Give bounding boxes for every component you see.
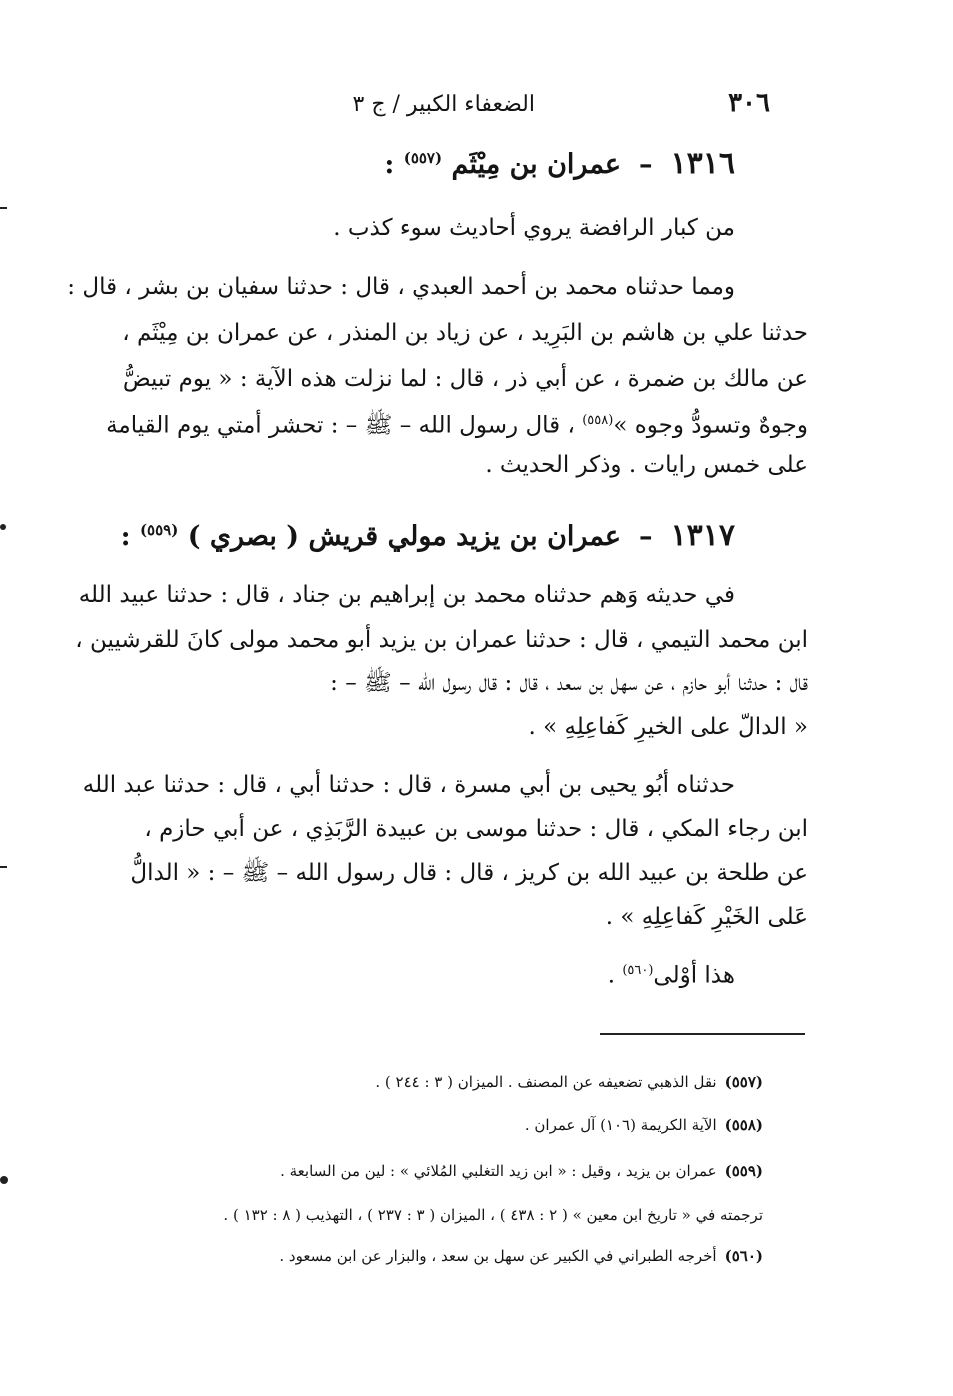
- text-line: من كبار الرافضة يروي أحاديث سوء كذب .: [333, 215, 735, 241]
- scan-edge-mark: [0, 866, 7, 868]
- entry-number: ١٣١٧: [670, 518, 735, 553]
- text-line: عَلى الخَيْرِ كَفاعِلِهِ » .: [605, 904, 808, 930]
- text-line: « الدالّ على الخيرِ كَفاعِلِهِ » .: [528, 714, 808, 740]
- footnote-text: نقل الذهبي تضعيفه عن المصنف . الميزان ( ٣ : ٢٤٤ ) .: [375, 1073, 717, 1091]
- footnote-number: (٥٦٠): [724, 1247, 763, 1265]
- footnote-text: ترجمته في « تاريخ ابن معين » ( ٢ : ٤٣٨ ) ، الميزان ( ٣ : ٢٣٧ ) ، التهذيب ( ٨ : ١٣٢ ) .: [223, 1206, 763, 1224]
- running-title: الضعفاء الكبير / ج ٣: [352, 92, 535, 117]
- text-line: عن مالك بن ضمرة ، عن أبي ذر ، قال : لما نزلت هذه الآية : « يوم تبيضُّ: [122, 366, 808, 392]
- text-line: ابن محمد التيمي ، قال : حدثنا عمران بن يزيد أبو محمد مولى كانَ للقرشيين ،: [75, 627, 808, 653]
- footnote-number: (٥٥٧): [724, 1073, 763, 1091]
- footnote-separator: [600, 1033, 805, 1035]
- dash-separator: –: [639, 521, 653, 552]
- scan-edge-mark: [0, 524, 6, 530]
- footnote-ref: (٥٥٩): [139, 521, 179, 539]
- footnote-number: (٥٥٨): [724, 1116, 763, 1134]
- text-line: حدثناه أبُو يحيى بن أبي مسرة ، قال : حدثنا أبي ، قال : حدثنا عبد الله: [82, 772, 735, 798]
- footnote-ref: (٥٥٧): [403, 149, 443, 167]
- text-line: ابن رجاء المكي ، قال : حدثنا موسى بن عبيدة الرَّبَذِي ، عن أبي حازم ،: [144, 816, 808, 842]
- footnote-text: الآية الكريمة (١٠٦) آل عمران .: [524, 1116, 717, 1134]
- text-segment: وجوهٌ وتسودُّ وجوه »: [613, 412, 808, 439]
- entry-name: عمران بن يزيد مولي قريش ( بصري ): [187, 521, 622, 552]
- text-line: قال : حدثنا أبو حازم ، عن سهل بن سعد ، قال : قال رسول الله – ﷺ – :: [330, 670, 808, 696]
- text-line: حدثنا علي بن هاشم بن البَرِيد ، عن زياد بن المنذر ، عن عمران بن مِيْثَم ،: [122, 320, 808, 346]
- footnote-ref: (٥٥٨): [582, 413, 614, 428]
- footnote-number: (٥٥٩): [724, 1162, 763, 1180]
- footnote-ref: (٥٦٠): [622, 963, 654, 978]
- heading-colon: :: [384, 149, 395, 180]
- text-line: ومما حدثناه محمد بن أحمد العبدي ، قال : حدثنا سفيان بن بشر ، قال :: [67, 274, 735, 300]
- text-segment: .: [607, 962, 623, 989]
- heading-colon: :: [120, 521, 131, 552]
- entry-heading-1316: [384, 146, 735, 181]
- footnote-text: أخرجه الطبراني في الكبير عن سهل بن سعد ، والبزار عن ابن مسعود .: [279, 1247, 717, 1265]
- dash-separator: –: [639, 149, 653, 180]
- entry-number: ١٣١٦: [670, 146, 735, 181]
- text-line: على خمس رايات . وذكر الحديث .: [485, 452, 808, 478]
- page-number: ٣٠٦: [728, 88, 770, 118]
- text-segment: ، قال رسول الله – ﷺ – : تحشر أمتي يوم القيامة: [106, 412, 583, 439]
- text-segment: هذا أوْلى: [653, 962, 735, 989]
- entry-name: عمران بن مِيْثَم: [451, 149, 622, 180]
- text-line: عن طلحة بن عبيد الله بن كريز ، قال : قال رسول الله – ﷺ – : « الدالُّ: [130, 860, 808, 886]
- text-line: في حديثه وَهم حدثناه محمد بن إبراهيم بن جناد ، قال : حدثنا عبيد الله: [78, 582, 735, 608]
- footnote-text: عمران بن يزيد ، وقيل : « ابن زيد التغلبي المُلائي » : لين من السابعة .: [280, 1162, 717, 1180]
- text-line: [110, 948, 735, 999]
- footnote-continuation: [100, 1201, 763, 1229]
- entry-heading-1317: [121, 518, 735, 553]
- footnote: [100, 1157, 763, 1185]
- scan-edge-mark: [0, 207, 7, 209]
- scan-edge-mark: [0, 1176, 8, 1184]
- footnote: [100, 1111, 763, 1139]
- page-header: [330, 88, 770, 128]
- footnote: [100, 1068, 763, 1096]
- footnote: [100, 1242, 763, 1270]
